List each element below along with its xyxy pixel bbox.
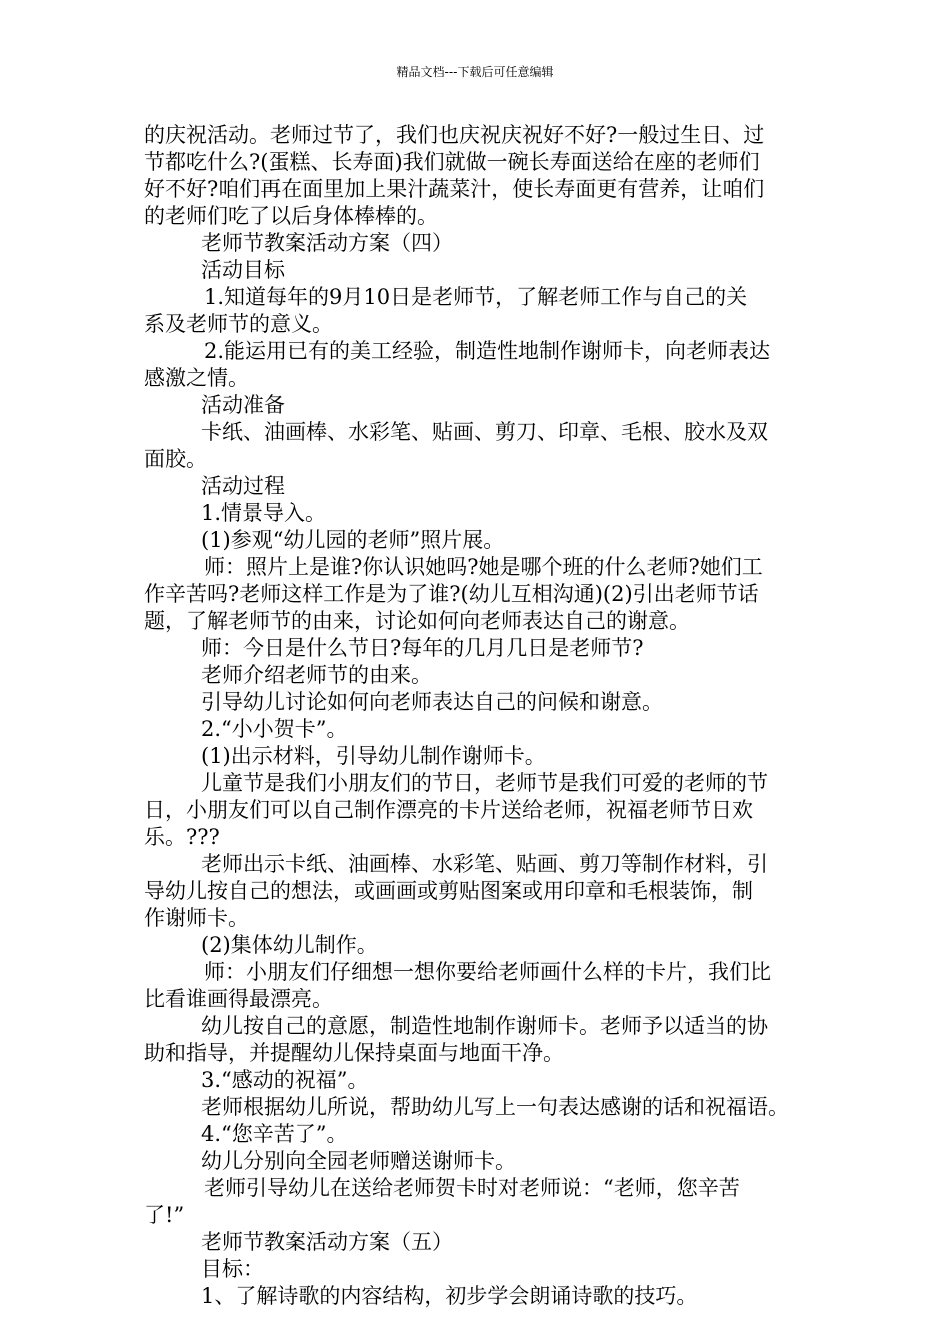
text-line: 感激之情。 [144, 366, 249, 390]
text-line: 比看谁画得最漂亮。 [144, 987, 333, 1011]
text-line: (1)出示材料，引导幼儿制作谢师卡。 [201, 744, 546, 768]
text-line: 4.“您辛苦了”。 [201, 1122, 348, 1146]
text-line: 引导幼儿讨论如何向老师表达自己的问候和谢意。 [201, 690, 663, 714]
text-line: 乐。??? [144, 825, 220, 849]
text-line: 导幼儿按自己的想法，或画画或剪贴图案或用印章和毛根装饰，制 [144, 879, 753, 903]
text-line: (1)参观“幼儿园的老师”照片展。 [201, 528, 505, 552]
section-heading: 老师节教案活动方案（四） [201, 231, 453, 255]
text-line: 1.知道每年的9月10日是老师节，了解老师工作与自己的关 [204, 285, 748, 309]
text-line: 的庆祝活动。老师过节了，我们也庆祝庆祝好不好?一般过生日、过 [144, 123, 765, 147]
text-line: 幼儿分别向全园老师赠送谢师卡。 [201, 1149, 516, 1173]
page-header: 精品文档---下载后可任意编辑 [396, 65, 554, 79]
text-line: 老师引导幼儿在送给老师贺卡时对老师说：“老师，您辛苦 [204, 1176, 740, 1200]
text-line: 卡纸、油画棒、水彩笔、贴画、剪刀、印章、毛根、胶水及双 [201, 420, 768, 444]
text-line: 了!” [144, 1203, 185, 1227]
text-line: 3.“感动的祝福”。 [201, 1068, 369, 1092]
text-line: 1、了解诗歌的内容结构，初步学会朗诵诗歌的技巧。 [201, 1284, 698, 1308]
subheading: 活动过程 [201, 474, 285, 498]
text-line: 师：今日是什么节日?每年的几月几日是老师节? [201, 636, 644, 660]
text-line: 作谢师卡。 [144, 906, 249, 930]
text-line: 师：照片上是谁?你认识她吗?她是哪个班的什么老师?她们工 [204, 555, 763, 579]
text-line: 作辛苦吗?老师这样工作是为了谁?(幼儿互相沟通)(2)引出老师节话 [144, 582, 759, 606]
subheading: 活动准备 [201, 393, 285, 417]
document-body [144, 122, 812, 1310]
text-line: 1.情景导入。 [201, 501, 327, 525]
text-line: 好不好?咱们再在面里加上果汁蔬菜汁，使长寿面更有营养，让咱们 [144, 177, 765, 201]
text-line: 儿童节是我们小朋友们的节日，老师节是我们可爱的老师的节 [201, 771, 768, 795]
text-line: 2.能运用已有的美工经验，制造性地制作谢师卡，向老师表达 [204, 339, 771, 363]
text-line: 师：小朋友们仔细想一想你要给老师画什么样的卡片，我们比 [204, 960, 771, 984]
text-line: 的老师们吃了以后身体棒棒的。 [144, 204, 438, 228]
text-line: 系及老师节的意义。 [144, 312, 333, 336]
text-line: 2.“小小贺卡”。 [201, 717, 348, 741]
section-heading: 老师节教案活动方案（五） [201, 1230, 453, 1254]
text-line: 幼儿按自己的意愿，制造性地制作谢师卡。老师予以适当的协 [201, 1014, 768, 1038]
subheading: 目标： [201, 1257, 264, 1281]
text-line: 题，了解老师节的由来，讨论如何向老师表达自己的谢意。 [144, 609, 690, 633]
subheading: 活动目标 [201, 258, 285, 282]
text-line: 老师出示卡纸、油画棒、水彩笔、贴画、剪刀等制作材料，引 [201, 852, 768, 876]
text-line: 老师介绍老师节的由来。 [201, 663, 432, 687]
text-line: 助和指导，并提醒幼儿保持桌面与地面干净。 [144, 1041, 564, 1065]
text-line: (2)集体幼儿制作。 [201, 933, 378, 957]
text-line: 老师根据幼儿所说，帮助幼儿写上一句表达感谢的话和祝福语。 [201, 1095, 789, 1119]
text-line: 面胶。 [144, 447, 207, 471]
text-line: 节都吃什么?(蛋糕、长寿面)我们就做一碗长寿面送给在座的老师们 [144, 150, 760, 174]
text-line: 日，小朋友们可以自己制作漂亮的卡片送给老师，祝福老师节日欢 [144, 798, 753, 822]
